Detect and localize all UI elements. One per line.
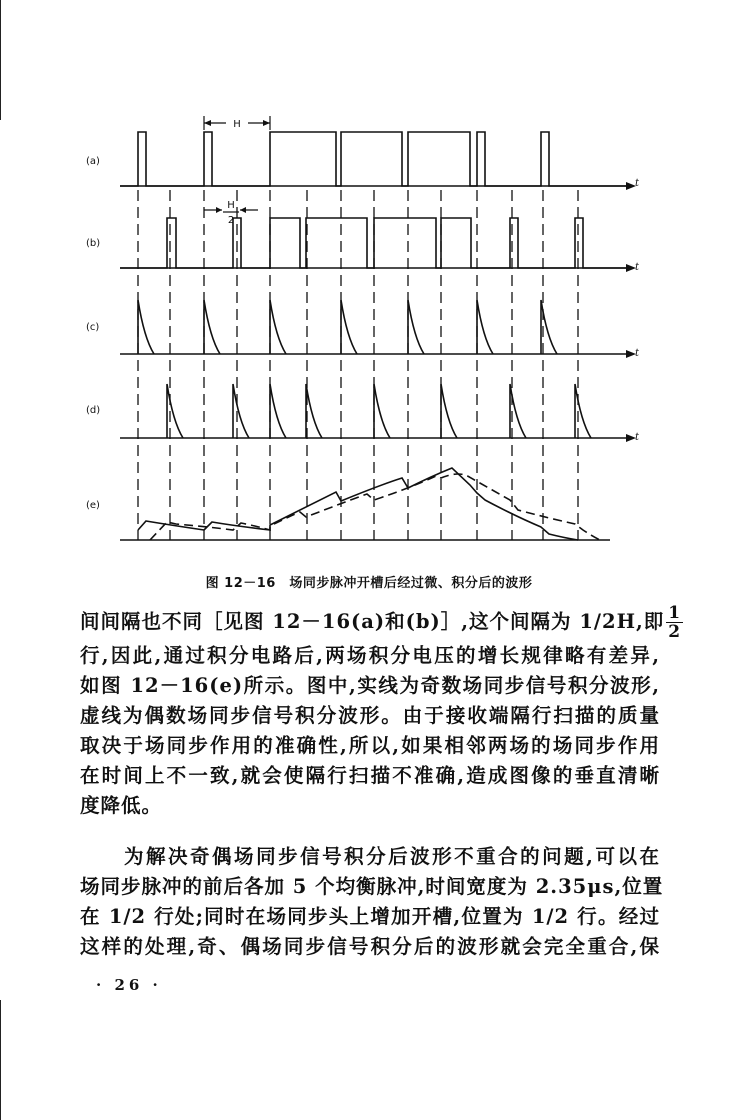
spike-c: [477, 300, 493, 354]
waveform-e-even: [150, 474, 600, 540]
paragraph-line: 场同步脉冲的前后各加 5 个均衡脉冲,时间宽度为 2.35μs,位置: [80, 875, 664, 898]
row-label-d: (d): [86, 405, 101, 416]
interval-label-h: H: [233, 119, 241, 130]
spike-d: [374, 384, 390, 438]
paragraph-line: 在 1/2 行处;同时在场同步头上增加开槽,位置为 1/2 行。经过: [80, 905, 660, 928]
paragraph-line: 行,因此,通过积分电路后,两场积分电压的增长规律略有差异,: [80, 644, 660, 667]
paragraph-line: 为解决奇偶场同步信号积分后波形不重合的问题,可以在: [80, 845, 660, 868]
fraction-numerator: 1: [668, 603, 682, 623]
paragraph-line: 取决于场同步作用的准确性,所以,如果相邻两场的场同步作用: [80, 734, 660, 757]
vertical-dashed-guides: [138, 190, 578, 540]
spike-c: [270, 300, 286, 354]
spike-d: [270, 384, 286, 438]
spike-c: [408, 300, 424, 354]
paragraph-line: 虚线为偶数场同步信号积分波形。由于接收端隔行扫描的质量: [80, 704, 660, 727]
axis-label-c: t: [635, 348, 640, 359]
row-label-c: (c): [86, 322, 100, 333]
row-label-b: (b): [86, 238, 101, 249]
axis-label-b: t: [635, 262, 640, 273]
spike-c: [204, 300, 220, 354]
interval-label-half-den: 2: [227, 215, 235, 226]
axis-label-d: t: [635, 432, 640, 443]
figure-caption: 图 12－16 场同步脉冲开槽后经过微、积分后的波形: [205, 576, 533, 591]
paragraph-line: 在时间上不一致,就会使隔行扫描不准确,造成图像的垂直清晰: [80, 764, 660, 787]
page-number: · 26 ·: [96, 976, 162, 994]
spike-d: [306, 384, 322, 438]
axis-label-a: t: [635, 178, 640, 189]
fraction-denominator: 2: [668, 622, 682, 642]
spike-c: [341, 300, 357, 354]
paragraph-2: [80, 842, 664, 962]
paragraph-line: 如图 12－16(e)所示。图中,实线为奇数场同步信号积分波形,: [80, 674, 660, 697]
spike-d: [441, 384, 457, 438]
paragraph-line: 度降低。: [80, 794, 163, 817]
paragraph-line: [80, 603, 682, 642]
row-label-e: (e): [86, 500, 100, 511]
paragraph-line-text: 间间隔也不同［见图 12－16(a)和(b)］,这个间隔为 1/2H,即: [80, 610, 665, 633]
interval-label-half-num: H: [227, 200, 235, 211]
spike-d: [233, 384, 249, 438]
paragraph-line: 这样的处理,奇、偶场同步信号积分后的波形就会完全重合,保: [80, 935, 660, 958]
waveform-a: [120, 132, 628, 186]
paragraph-1: [80, 603, 682, 821]
row-label-a: (a): [86, 156, 100, 167]
fraction-one-half: [666, 604, 683, 641]
waveform-b: [120, 218, 628, 268]
page-edge-bottom: [0, 1000, 1, 1120]
spike-c: [138, 300, 154, 354]
